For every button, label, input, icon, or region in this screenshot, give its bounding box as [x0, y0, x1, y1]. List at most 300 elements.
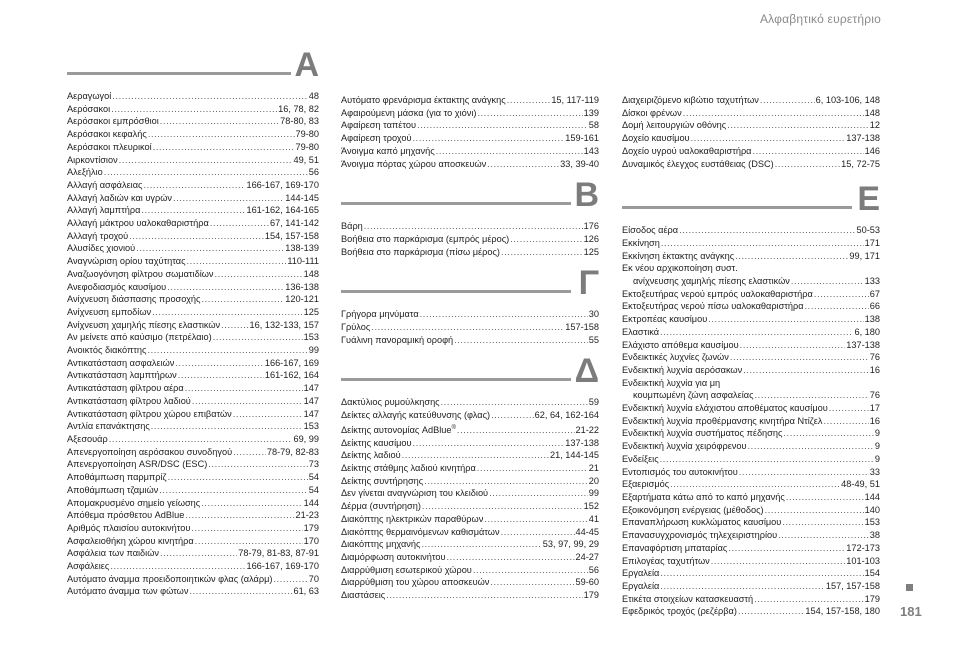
- dot-leader: [141, 204, 245, 217]
- dot-leader: [829, 402, 869, 415]
- dot-leader: [221, 319, 248, 332]
- entry-term: [622, 605, 737, 618]
- index-entry: [622, 326, 880, 339]
- entry-term-text: Διακόπτης μηχανής: [341, 539, 421, 550]
- entry-term: [341, 334, 453, 347]
- dot-leader: [708, 313, 863, 326]
- dot-leader: [441, 396, 588, 409]
- dot-leader: [424, 475, 588, 488]
- dot-leader: [740, 339, 846, 352]
- dot-leader: [660, 567, 863, 580]
- entry-pages: 179: [583, 590, 599, 601]
- index-entry: [341, 158, 599, 171]
- entry-term-text: Δοχείο καυσίμου: [622, 133, 690, 144]
- entry-term-text: Βοήθεια στο παρκάρισμα (πίσω μέρος): [341, 246, 500, 257]
- dot-leader: [233, 446, 266, 459]
- entry-term-text: Διαρρύθμιση του χώρου αποσκευών: [341, 577, 490, 588]
- entry-term-text: Διαστάσεις: [341, 590, 386, 601]
- index-entry: [67, 179, 319, 192]
- entry-term: [67, 484, 158, 497]
- entry-pages: 153: [864, 517, 880, 528]
- dot-leader: [168, 471, 308, 484]
- entry-term-text: Δείκτης στάθμης λαδιού κινητήρα: [341, 463, 476, 474]
- entry-term: [622, 119, 726, 132]
- entry-term: [67, 382, 184, 395]
- entry-pages: 55: [588, 334, 599, 345]
- entry-pages: 67: [869, 288, 880, 299]
- entry-pages: 67, 141-142: [269, 218, 319, 229]
- entry-term-text: Αυτόματο φρενάρισμα έκτακτης ανάγκης: [341, 95, 506, 105]
- entry-term: [67, 446, 232, 459]
- entry-pages: 99: [588, 488, 599, 499]
- entry-pages: 54: [308, 472, 319, 483]
- dot-leader: [752, 145, 863, 158]
- entry-term: [67, 497, 200, 510]
- dot-leader: [805, 300, 869, 313]
- entry-term: [67, 357, 174, 370]
- entry-pages: 41: [588, 513, 599, 524]
- entry-term-text: Αξεσουάρ: [67, 433, 108, 444]
- index-entry: [67, 217, 319, 230]
- entry-term-text: Δακτύλιος ρυμούλκησης: [341, 397, 440, 408]
- entry-pages: 48-49, 51: [841, 479, 880, 490]
- dot-leader: [104, 166, 308, 179]
- entry-pages: 179: [303, 522, 319, 533]
- section-header: [341, 264, 599, 308]
- entry-term-text: Βοήθεια στο παρκάρισμα (εμπρός μέρος): [341, 233, 510, 244]
- index-entry: [622, 453, 880, 466]
- entry-term: [622, 250, 734, 263]
- dot-leader: [760, 94, 815, 107]
- entry-pages: 157-158: [565, 322, 599, 333]
- index-entry: [622, 119, 880, 132]
- dot-leader: [111, 103, 277, 116]
- entry-term-text: Απομακρυσμένο σημείο γείωσης: [67, 497, 201, 508]
- dot-leader: [213, 331, 303, 344]
- entry-pages: 44-45: [575, 526, 599, 537]
- dot-leader: [189, 585, 292, 598]
- entry-term-text: Εφεδρικός τροχός (ρεζέρβα): [622, 606, 737, 617]
- entry-pages: 78-80, 83: [280, 116, 319, 127]
- entry-term-text: Διαρρύθμιση εσωτερικού χώρου: [341, 564, 472, 575]
- index-entry: [622, 94, 880, 107]
- entry-term-text: Αερόσακοι πλευρικοί: [67, 141, 152, 152]
- entry-term: [67, 560, 109, 573]
- entry-term-text: Ελαστικά: [622, 326, 660, 337]
- index-entry: [67, 319, 319, 332]
- entry-term: [341, 487, 488, 500]
- index-column-3: [622, 94, 880, 618]
- dot-leader: [683, 107, 864, 120]
- dot-leader: [201, 497, 302, 510]
- index-entry: [341, 526, 599, 539]
- index-entry: [67, 103, 319, 116]
- dot-leader: [191, 522, 302, 535]
- entry-pages: 166-167, 169: [264, 357, 319, 368]
- entry-term-text: Δείκτης λαδιού: [341, 450, 401, 461]
- index-entry: [341, 220, 599, 233]
- dot-leader: [814, 288, 869, 301]
- index-entry: [622, 415, 880, 428]
- index-entry: [67, 547, 319, 560]
- entry-term: [622, 224, 678, 237]
- entry-pages: 50-53: [856, 225, 880, 236]
- entry-term-text: Εκκίνηση έκτακτης ανάγκης: [622, 250, 735, 261]
- index-entry: [622, 427, 880, 440]
- index-entries: [341, 308, 599, 346]
- dot-leader: [487, 158, 559, 171]
- dot-leader: [778, 529, 869, 542]
- entry-term-text: Ενδείξεις: [622, 453, 659, 464]
- entry-pages: 16: [869, 415, 880, 426]
- entry-term: [341, 321, 370, 334]
- index-entry: [67, 471, 319, 484]
- entry-pages: 144: [864, 491, 880, 502]
- index-entry: [622, 567, 880, 580]
- entry-term: [341, 551, 446, 564]
- entry-term: [622, 378, 720, 388]
- entry-term: [341, 308, 419, 321]
- entry-pages: 137-138: [565, 437, 599, 448]
- entry-term: [341, 246, 500, 259]
- dot-leader: [491, 409, 534, 422]
- dot-leader: [755, 389, 869, 402]
- entry-term: [341, 119, 416, 132]
- entry-pages: 53, 97, 99, 29: [542, 539, 599, 550]
- dot-leader: [136, 242, 284, 255]
- entry-pages: 54: [308, 484, 319, 495]
- entry-pages: 48: [308, 91, 319, 101]
- index-entry: [67, 192, 319, 205]
- entry-term-text: Επανασυγχρονισμός τηλεχειριστηρίου: [622, 530, 778, 541]
- entry-term: [67, 471, 167, 484]
- dot-leader: [160, 115, 279, 128]
- entry-pages: 12: [869, 120, 880, 131]
- index-entry: [67, 90, 319, 103]
- dot-leader: [192, 395, 303, 408]
- index-entry: [67, 458, 319, 471]
- index-section: [341, 352, 599, 601]
- dot-leader: [735, 250, 848, 263]
- entry-pages: 56: [588, 564, 599, 575]
- entry-term-text: Ενδεικτική λυχνία συστήματος πέδησης: [622, 428, 783, 439]
- dot-leader: [143, 179, 245, 192]
- section-letter: Α: [294, 46, 319, 84]
- entry-term-text: Επιλογέας ταχυτήτων: [622, 555, 710, 566]
- entry-pages: 15, 72-75: [841, 158, 880, 169]
- section-letter: Β: [574, 176, 599, 215]
- index-entry: [622, 466, 880, 479]
- index-entry: [341, 107, 599, 120]
- index-entry: [341, 449, 599, 462]
- entry-pages: 138: [864, 314, 880, 325]
- dot-leader: [436, 145, 583, 158]
- entry-term-text: Αποθάμπωση τζαμιών: [67, 484, 159, 495]
- dot-leader: [447, 551, 575, 564]
- entry-term-text: Ετικέτα στοιχείων κατασκευαστή: [622, 593, 754, 604]
- entry-term: [622, 351, 729, 364]
- index-entry: [67, 509, 319, 522]
- entry-term-text: Διαχειριζόμενο κιβώτιο ταχυτήτων: [622, 95, 759, 105]
- entry-term-text: Εκ νέου αρχικοποίηση συστ.: [622, 263, 738, 274]
- entry-term-text: Αντικατάσταση φίλτρου λαδιού: [67, 395, 191, 406]
- entry-pages: 99, 171: [849, 250, 880, 261]
- index-entry: [341, 233, 599, 246]
- entry-term-text: Δυναμικός έλεγχος ευστάθειας (DSC): [622, 158, 774, 169]
- index-entry: [67, 497, 319, 510]
- entry-term: [67, 369, 177, 382]
- dot-leader: [153, 141, 295, 154]
- entry-pages: 76: [869, 352, 880, 363]
- dot-leader: [413, 132, 565, 145]
- entry-term-text: Εντοπισμός του αυτοκινήτου: [622, 466, 738, 477]
- entry-term: [633, 389, 754, 402]
- entry-term: [622, 237, 660, 250]
- entry-term: [67, 535, 194, 548]
- dot-leader: [119, 154, 293, 167]
- index-entry: [622, 580, 880, 593]
- entry-term: [622, 145, 751, 158]
- entry-term: [67, 458, 207, 471]
- entry-pages: 9: [874, 453, 880, 464]
- entry-term-text: Δεν γίνεται αναγνώριση του κλειδιού: [341, 488, 489, 499]
- index-entry: [341, 94, 599, 107]
- entry-term: [341, 158, 486, 171]
- index-entry: [67, 331, 319, 344]
- dot-leader: [173, 192, 284, 205]
- entry-term-text: Βάρη: [341, 221, 363, 232]
- dot-leader: [791, 275, 864, 288]
- dot-leader: [484, 513, 587, 526]
- entry-term-text: Ελάχιστο απόθεμα καυσίμου: [622, 339, 739, 350]
- index-entry: [622, 555, 880, 568]
- entry-term: [341, 564, 472, 577]
- entry-term: [341, 233, 509, 246]
- index-entry: [341, 576, 599, 589]
- section-header: [341, 352, 599, 396]
- index-entry: [341, 145, 599, 158]
- entry-term: [67, 103, 110, 116]
- entry-pages: 153: [303, 332, 319, 343]
- dot-leader: [175, 357, 263, 370]
- entry-term: [622, 567, 659, 580]
- entry-term: [622, 491, 785, 504]
- index-entry: [67, 306, 319, 319]
- entry-pages: 62, 64, 162-164: [534, 410, 599, 421]
- entry-term-text: Ανίχνευση διάσπασης προσοχής: [67, 294, 201, 305]
- entry-term: [67, 408, 232, 421]
- entry-term-text: Δείκτης καυσίμου: [341, 437, 412, 448]
- index-entry: [622, 250, 880, 263]
- dot-leader: [507, 94, 551, 107]
- section-header: [341, 176, 599, 220]
- dot-leader: [711, 555, 846, 568]
- entry-term-text: Αριθμός πλαισίου αυτοκινήτου: [67, 522, 191, 533]
- index-entry: [341, 308, 599, 321]
- index-entries: [341, 94, 599, 170]
- dot-leader: [489, 487, 588, 500]
- index-entry: [341, 132, 599, 145]
- entry-term-text: Άνοιγμα καπό μηχανής: [341, 145, 435, 156]
- index-entry: [622, 224, 880, 237]
- dot-leader: [215, 268, 303, 281]
- entry-term: [622, 326, 659, 339]
- dot-leader: [159, 484, 308, 497]
- registered-mark: ®: [451, 424, 456, 431]
- entry-term: [622, 300, 804, 313]
- dot-leader: [786, 491, 864, 504]
- index-entry: [622, 158, 880, 171]
- entry-term: [67, 319, 220, 332]
- entry-term-text: Ασφάλεια των παιδιών: [67, 548, 159, 559]
- entry-term: [67, 344, 146, 357]
- entry-term: [622, 542, 727, 555]
- entry-term: [67, 154, 118, 167]
- index-entry: [622, 542, 880, 555]
- page-header-title: Αλφαβητικό ευρετήριο: [759, 12, 881, 26]
- entry-pages: 172-173: [846, 542, 880, 553]
- index-entry: [67, 560, 319, 573]
- entry-term: [341, 538, 420, 551]
- entry-pages: 69, 99: [293, 433, 319, 444]
- entry-term: [67, 522, 190, 535]
- section-rule: [341, 378, 571, 381]
- index-entry: [67, 369, 319, 382]
- dot-leader: [490, 576, 574, 589]
- entry-term-text: κουμπωμένη ζώνη ασφαλείας: [633, 390, 754, 401]
- index-entry: [341, 462, 599, 475]
- section-letter: Ε: [857, 180, 880, 219]
- index-entry: [622, 351, 880, 364]
- dot-leader: [364, 220, 583, 233]
- entry-term: [341, 500, 421, 513]
- index-entry: [67, 382, 319, 395]
- entry-pages: 138-139: [285, 243, 319, 254]
- entry-term-text: Αντικατάσταση ασφαλειών: [67, 357, 175, 368]
- dot-leader: [147, 344, 307, 357]
- index-entries: [67, 90, 319, 598]
- entry-pages: 147: [303, 383, 319, 394]
- entry-term: [67, 433, 108, 446]
- page-number: 181: [900, 604, 922, 619]
- entry-pages: 6, 103-106, 148: [815, 95, 880, 105]
- entry-term: [67, 268, 214, 281]
- entry-pages: 179: [864, 593, 880, 604]
- entry-term-text: Ενδεικτική λυχνία ελάχιστου αποθέματος καυσίμου: [622, 403, 828, 414]
- entry-term-text: Διακόπτης θερμαινόμενων καθισμάτων: [341, 526, 500, 537]
- entry-pages: 133: [864, 276, 880, 287]
- index-entry: [67, 115, 319, 128]
- dot-leader: [727, 119, 869, 132]
- entry-pages: 110-111: [287, 256, 319, 267]
- entry-pages: 137-138: [846, 133, 880, 144]
- index-entry: [622, 313, 880, 326]
- index-entry: [341, 564, 599, 577]
- dot-leader: [273, 573, 307, 586]
- index-entry: [67, 230, 319, 243]
- index-entry: [341, 500, 599, 513]
- index-entry: [341, 396, 599, 409]
- entry-term: [67, 395, 191, 408]
- index-entry: [622, 237, 880, 250]
- entry-term: [67, 281, 166, 294]
- entry-pages: 78-79, 82-83: [266, 446, 319, 457]
- index-entries: [341, 396, 599, 601]
- entry-term: [67, 166, 103, 179]
- entry-pages: 76: [869, 390, 880, 401]
- entry-term: [622, 529, 777, 542]
- entry-term-text: Ενδεικτικές λυχνίες ζωνών: [622, 352, 729, 363]
- entry-pages: 61, 63: [293, 586, 319, 597]
- entry-term: [341, 462, 476, 475]
- entry-pages: 21, 144-145: [549, 450, 599, 461]
- entry-term-text: Δίσκοι φρένων: [622, 107, 682, 118]
- index-entry: [67, 420, 319, 433]
- entry-pages: 21: [588, 463, 599, 474]
- dot-leader: [775, 158, 840, 171]
- dot-leader: [661, 237, 864, 250]
- entry-pages: 16, 78, 82: [278, 103, 319, 114]
- entry-term: [341, 475, 423, 488]
- entry-term-text: Επαναπλήρωση κυκλώματος καυσίμου: [622, 517, 782, 528]
- index-entry: [622, 364, 880, 377]
- dot-leader: [201, 293, 284, 306]
- entry-term: [341, 396, 440, 409]
- entry-pages: 147: [303, 395, 319, 406]
- section-header: [67, 46, 319, 90]
- dot-leader: [739, 466, 869, 479]
- index-entry: [622, 262, 880, 275]
- index-entry: [67, 522, 319, 535]
- entry-pages: 152: [583, 501, 599, 512]
- dot-leader: [413, 437, 565, 450]
- entry-pages: 166-167, 169-170: [246, 561, 319, 572]
- entry-term: [633, 275, 790, 288]
- dot-leader: [473, 564, 588, 577]
- entry-term: [341, 94, 506, 107]
- entry-term-text: Είσοδος αέρα: [622, 225, 679, 236]
- entry-term-text: Εξοικονόμηση ενέργειας (μέθοδος): [622, 504, 764, 515]
- entry-term: [67, 141, 152, 154]
- dot-leader: [152, 306, 303, 319]
- index-entries: [341, 220, 599, 258]
- entry-pages: 70: [308, 573, 319, 584]
- entry-term-text: Δομή λειτουργιών οθόνης: [622, 120, 727, 131]
- index-entry: [67, 268, 319, 281]
- dot-leader: [148, 128, 295, 141]
- entry-pages: 101-103: [846, 555, 880, 566]
- dot-leader: [422, 500, 583, 513]
- index-section: [622, 180, 880, 618]
- entry-pages: 38: [869, 530, 880, 541]
- entry-term: [67, 293, 200, 306]
- entry-term-text: Δείκτες αλλαγής κατεύθυνσης (φλας): [341, 410, 491, 421]
- entry-term-text: Αιρκοντίσιον: [67, 154, 118, 165]
- entry-pages: 146: [864, 145, 880, 156]
- entry-pages: 73: [308, 459, 319, 470]
- dot-leader: [195, 535, 303, 548]
- entry-pages: 16: [869, 364, 880, 375]
- index-entry: [622, 145, 880, 158]
- index-entry: [67, 255, 319, 268]
- entry-pages: 49, 51: [293, 154, 319, 165]
- entry-term-text: Εκτροπέας καυσίμου: [622, 314, 708, 325]
- entry-term-text: Ανίχνευση χαμηλής πίεσης ελαστικών: [67, 319, 221, 330]
- entry-pages: 9: [874, 428, 880, 439]
- entry-pages: 24-27: [575, 551, 599, 562]
- index-entry: [622, 402, 880, 415]
- dot-leader: [421, 538, 541, 551]
